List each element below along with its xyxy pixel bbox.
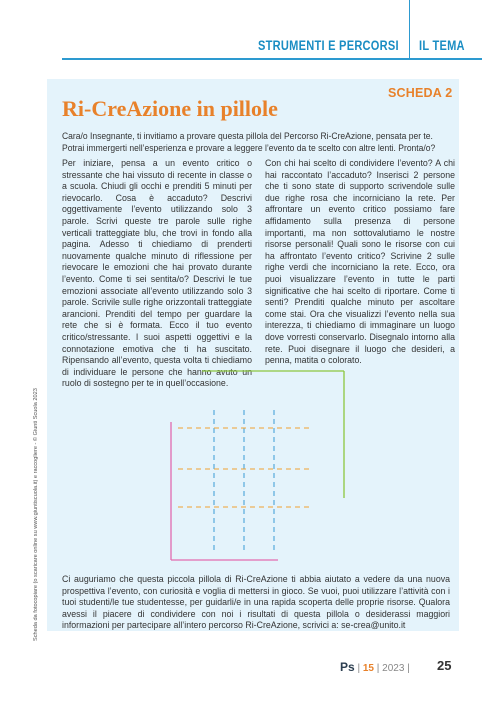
- worksheet-number: SCHEDA 2: [388, 86, 453, 100]
- closing-paragraph: [62, 574, 450, 632]
- footer-separator-2: |: [376, 663, 380, 674]
- closing-text: Ci auguriamo che questa piccola pillola di Ri-CreAzione ti abbia aiutato a vedere da una nuova prospettiva l’evento, con curiosità e voglia di mettersi in gioco. Se vuoi, puoi utilizzare l’attività con i tuoi studenti/le tue studentesse, per guidarli/e in una rapida scoperta delle proprie risorse. Qualora avessi il piacere di condividere con noi i risultati di questa pillola o desiderassi maggiori informazioni per partecipare all’intero percorso Ri-CreAzione, scrivici a: se-crea@unito.it: [62, 574, 450, 631]
- header-rule: [62, 58, 482, 60]
- issue-number: 15: [362, 663, 374, 674]
- page-header: [0, 0, 500, 62]
- topic-label: IL TEMA: [419, 38, 465, 53]
- footer-separator-1: |: [357, 663, 361, 674]
- page-title: Ri-CreAzione in pillole: [62, 96, 278, 121]
- magazine-logo: Ps: [340, 660, 355, 674]
- page-number: 25: [437, 658, 452, 673]
- footer-issue-info: [340, 660, 410, 674]
- reflection-network-diagram: [160, 370, 360, 570]
- header-separator: [409, 0, 410, 58]
- right-column: [265, 158, 455, 367]
- left-column: [62, 158, 252, 390]
- left-column-text: Per iniziare, pensa a un evento critico o stressante che hai vissuto di recente in classe o a scuola. Chiudi gli occhi e prenditi 5 minuti per rievocarlo. Cosa è accaduto? Descrivi oggettivamente l’evento utilizzando solo 3 parole. Scrivi queste tre parole sulle righe verticali tratteggiate blu, che trovi in fondo alla pagina. Adesso ti chiediamo di prenderti nuovamente qualche minuto di riflessione per rievocare le emozioni che hai provato durante l’evento. Come ti sei sentita/o? Descrivi le tue emozioni associate all’evento utilizzando solo 3 parole. Scrivile sulle righe orizzontali tratteggiate arancioni. Prenditi del tempo per guardare la rete che si è formata. Ecco il tuo evento critico/stressante. I suoi aspetti oggettivi e la connotazione emotiva che ti ha suscitato. Ripensando all’evento, questa volta ti chiediamo di individuare le persone che hanno avuto un ruolo di sostegno per te in quell’occasione.: [62, 158, 252, 389]
- copyright-note: Scheda da fotocopiare (o scaricare online su www.giuntiscuola.it) e raccogliere - © Giunti Scuola 2023: [33, 388, 39, 641]
- footer-separator-3: |: [407, 663, 410, 674]
- intro-paragraph: Cara/o Insegnante, ti invitiamo a provare questa pillola del Percorso Ri-CreAzione, pensata per te. Potrai immergerti nell’esperienza e provare a leggere l’evento da te scelto con altre lenti. Pronta/o?: [62, 131, 436, 153]
- issue-year: 2023: [382, 663, 405, 674]
- right-column-text: Con chi hai scelto di condividere l’evento? A chi hai raccontato l’accaduto? Inserisci 2 persone che ti sono state di supporto scrivendole sulle due righe rosa che incorniciano la rete. Per affrontare un evento critico possiamo fare affidamento sulla presenza di persone importanti, ma non sottovalutiamo le nostre risorse personali! Quali sono le risorse con cui ha affrontato l’evento critico? Scrivine 2 sulle righe verdi che incorniciano la rete. Ecco, ora puoi visualizzare l’evento in tutte le parti significative che hai scelto di riportare. Come ti senti? Prenditi qualche minuto per ascoltare come stai. Ora che visualizzi l’evento nella sua interezza, ti chiediamo di immaginare un luogo dove vorresti conservarlo. Disegnalo intorno alla rete. Puoi disegnare il luogo che desideri, a penna, matita o colorato.: [265, 158, 455, 366]
- section-label: STRUMENTI E PERCORSI: [258, 38, 399, 53]
